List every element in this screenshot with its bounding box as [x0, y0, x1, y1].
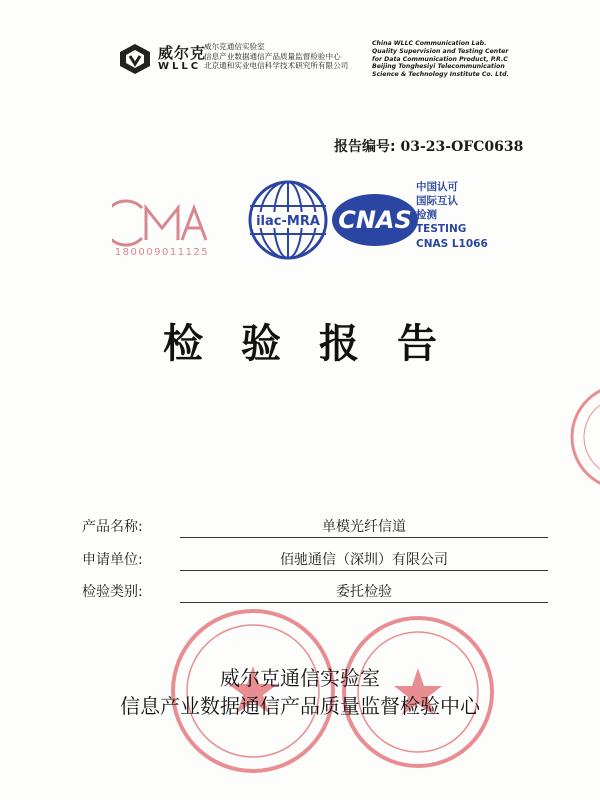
- logo-chinese-name: 威尔克: [158, 44, 207, 62]
- partial-seal-right-icon: [562, 382, 600, 492]
- field-value-applicant: 佰驰通信（深圳）有限公司: [280, 552, 448, 568]
- lab-name-cn-line: 信息产业数据通信产品质量监督检验中心: [204, 51, 341, 61]
- document-title: 检验报告: [163, 321, 475, 367]
- ilac-label: ilac-MRA: [256, 214, 320, 229]
- lab-name-en-line: China WLLC Communication Lab.: [372, 40, 487, 47]
- field-label-product-name: 产品名称:: [82, 519, 143, 535]
- cnas-cn-line: 检测: [416, 209, 437, 221]
- lab-names-chinese: [204, 42, 348, 71]
- cma-certificate-number: 180009011125: [114, 247, 210, 258]
- lab-name-cn-line: 北京通和实业电信科学技术研究所有限公司: [204, 61, 349, 71]
- field-label-applicant: 申请单位:: [82, 552, 143, 568]
- report-number-value: 03-23-OFC0638: [400, 139, 524, 155]
- report-number-label: 报告编号:: [334, 139, 396, 155]
- cnas-english-text: [416, 222, 488, 252]
- lab-name-cn-line: 威尔克通信实验室: [204, 42, 265, 51]
- lab-names-english: [372, 40, 509, 79]
- field-value-inspection-type: 委托检验: [336, 584, 392, 600]
- field-underline: [180, 602, 548, 603]
- field-value-product-name: 单模光纤信道: [322, 519, 406, 535]
- issuing-lab-name: 威尔克通信实验室: [220, 666, 380, 690]
- report-number: [334, 136, 523, 156]
- cnas-cn-line: 国际互认: [416, 195, 458, 207]
- cnas-label: CNAS: [338, 206, 412, 234]
- wllc-logo-icon: [118, 42, 152, 76]
- lab-name-en-line: Beijing Tonghesiyi Telecommunication: [372, 63, 505, 71]
- issuing-center-name: 信息产业数据通信产品质量监督检验中心: [120, 694, 480, 718]
- lab-name-en-line: Quality Supervision and Testing Center: [372, 47, 509, 55]
- ilac-mra-globe-icon: [246, 178, 330, 262]
- cnas-en-line: TESTING: [416, 223, 467, 235]
- cnas-chinese-text: [416, 180, 458, 222]
- lab-name-en-line: Science & Technology Institute Co. Ltd.: [372, 71, 509, 79]
- cnas-en-line: CNAS L1066: [416, 238, 488, 250]
- lab-name-en-line: for Data Communication Product, P.R.C: [372, 55, 508, 63]
- field-underline: [180, 570, 548, 571]
- cnas-cn-line: 中国认可: [416, 181, 458, 193]
- field-label-inspection-type: 检验类别:: [82, 584, 143, 600]
- field-underline: [180, 537, 548, 538]
- cnas-logo-icon: [330, 192, 420, 248]
- logo-english-name: WLLC: [158, 61, 202, 72]
